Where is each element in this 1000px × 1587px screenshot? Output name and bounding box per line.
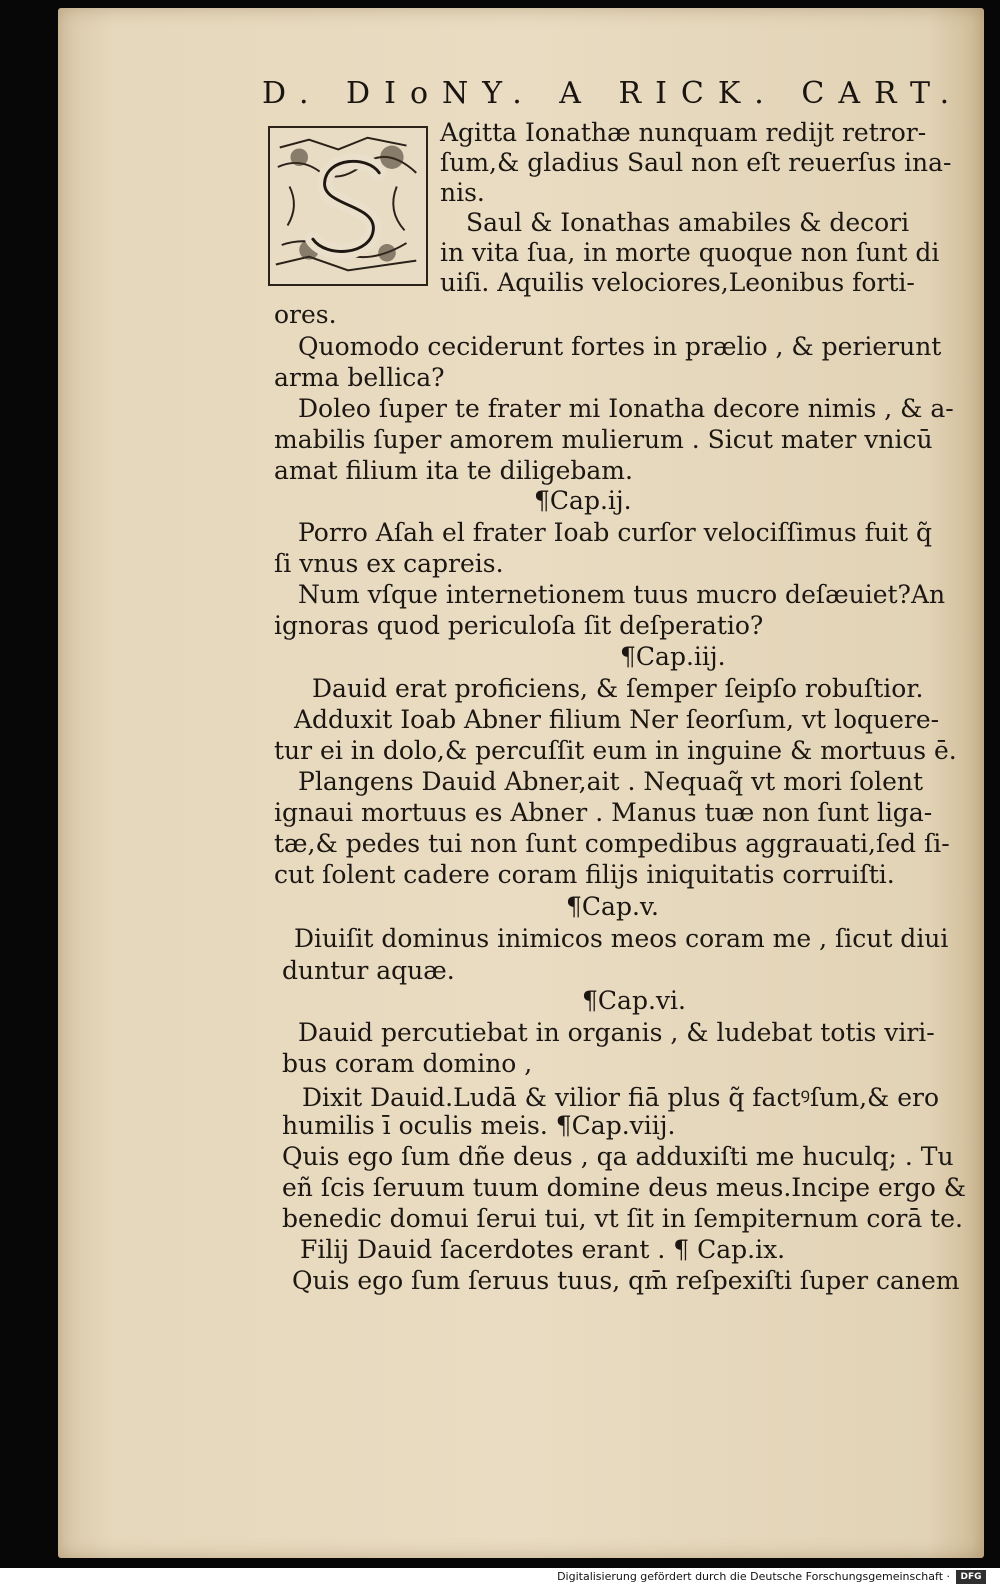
text-line-3: nis. <box>440 178 485 207</box>
text-line-4: Saul & Ionathas amabiles & decori <box>466 208 910 237</box>
text-line-32: benedic domui ſerui tui, vt ſit in ſempiternum corā te. <box>282 1204 963 1233</box>
chapter-heading-6: ¶Cap.vi. <box>582 986 686 1015</box>
text-line-24: Diuiſit dominus inimicos meos coram me , ſicut diui <box>294 924 949 953</box>
text-line-33: Filij Dauid ſacerdotes erant . ¶ Cap.ix. <box>300 1235 786 1264</box>
text-line-13: Porro Aſah el frater Ioab curſor velociſſimus fuit q̃ <box>298 518 933 547</box>
text-line-1: Agitta Ionathæ nunquam redijt retror- <box>440 118 927 147</box>
text-line-29: humilis ī oculis meis. ¶Cap.viij. <box>282 1111 676 1140</box>
text-line-27: bus coram domino , <box>282 1049 533 1078</box>
text-line-21: ignaui mortuus es Abner . Manus tuæ non ſunt liga- <box>274 798 933 827</box>
text-line-5: in vita ſua, in morte quoque non ſunt di <box>440 238 940 267</box>
chapter-heading-3: ¶Cap.iij. <box>620 642 726 671</box>
digitization-footer <box>0 1568 1000 1587</box>
text-line-30: Quis ego ſum dñe deus , qa adduxiſti me huculq; . Tu <box>282 1142 954 1171</box>
text-line-23: cut ſolent cadere coram filijs iniquitatis corruiſti. <box>274 860 895 889</box>
decorated-initial-s <box>268 126 428 286</box>
text-line-6: uiſi. Aquilis velociores,Leonibus forti- <box>440 268 915 297</box>
text-line-25: duntur aquæ. <box>282 956 455 985</box>
text-line-12: amat filium ita te diligebam. <box>274 456 633 485</box>
text-line-31: eñ ſcis ſeruum tuum domine deus meus.Incipe ergo & <box>282 1173 966 1202</box>
text-line-26: Dauid percutiebat in organis , & ludebat totis viri- <box>298 1018 935 1047</box>
text-line-18: Adduxit Ioab Abner filium Ner ſeorſum, vt loquere- <box>294 705 940 734</box>
text-line-28: Dixit Dauid.Ludā & vilior fiā plus q̃ factꝰſum,& ero <box>302 1083 940 1112</box>
text-line-17: Dauid erat proficiens, & ſemper ſeipſo robuſtior. <box>312 674 924 703</box>
text-line-14: ſi vnus ex capreis. <box>274 549 504 578</box>
funding-notice: Digitalisierung gefördert durch die Deutsche Forschungsgemeinschaft · <box>557 1570 950 1583</box>
text-line-22: tæ,& pedes tui non ſunt compedibus aggrauati,ſed ſi- <box>274 829 950 858</box>
text-line-11: mabilis ſuper amorem mulierum . Sicut mater vnicū <box>274 425 933 454</box>
woodcut-initial-image <box>270 128 426 284</box>
text-line-8: Quomodo ceciderunt fortes in prælio , & perierunt <box>298 332 942 361</box>
text-line-10: Doleo ſuper te frater mi Ionatha decore nimis , & a- <box>298 394 954 423</box>
text-line-15: Num vſque internetionem tuus mucro deſæuiet?An <box>298 580 946 609</box>
text-line-16: ignoras quod periculoſa ſit deſperatio? <box>274 611 764 640</box>
text-line-2: ſum,& gladius Saul non eſt reuerſus ina- <box>440 148 952 177</box>
chapter-heading-5: ¶Cap.v. <box>566 892 659 921</box>
chapter-heading-2: ¶Cap.ij. <box>534 486 632 515</box>
text-line-19: tur ei in dolo,& percuſſit eum in inguine & mortuus ē. <box>274 736 957 765</box>
text-line-34: Quis ego ſum ſeruus tuus, qm̄ reſpexiſti ſuper canem <box>292 1266 960 1295</box>
text-line-20: Plangens Dauid Abner,ait . Nequaq̃ vt mori ſolent <box>298 767 924 796</box>
running-header: D. DIoNY. A RICK. CART. <box>262 76 964 111</box>
text-line-7: ores. <box>274 300 337 329</box>
dfg-logo: DFG <box>956 1570 986 1584</box>
text-line-9: arma bellica? <box>274 363 445 392</box>
